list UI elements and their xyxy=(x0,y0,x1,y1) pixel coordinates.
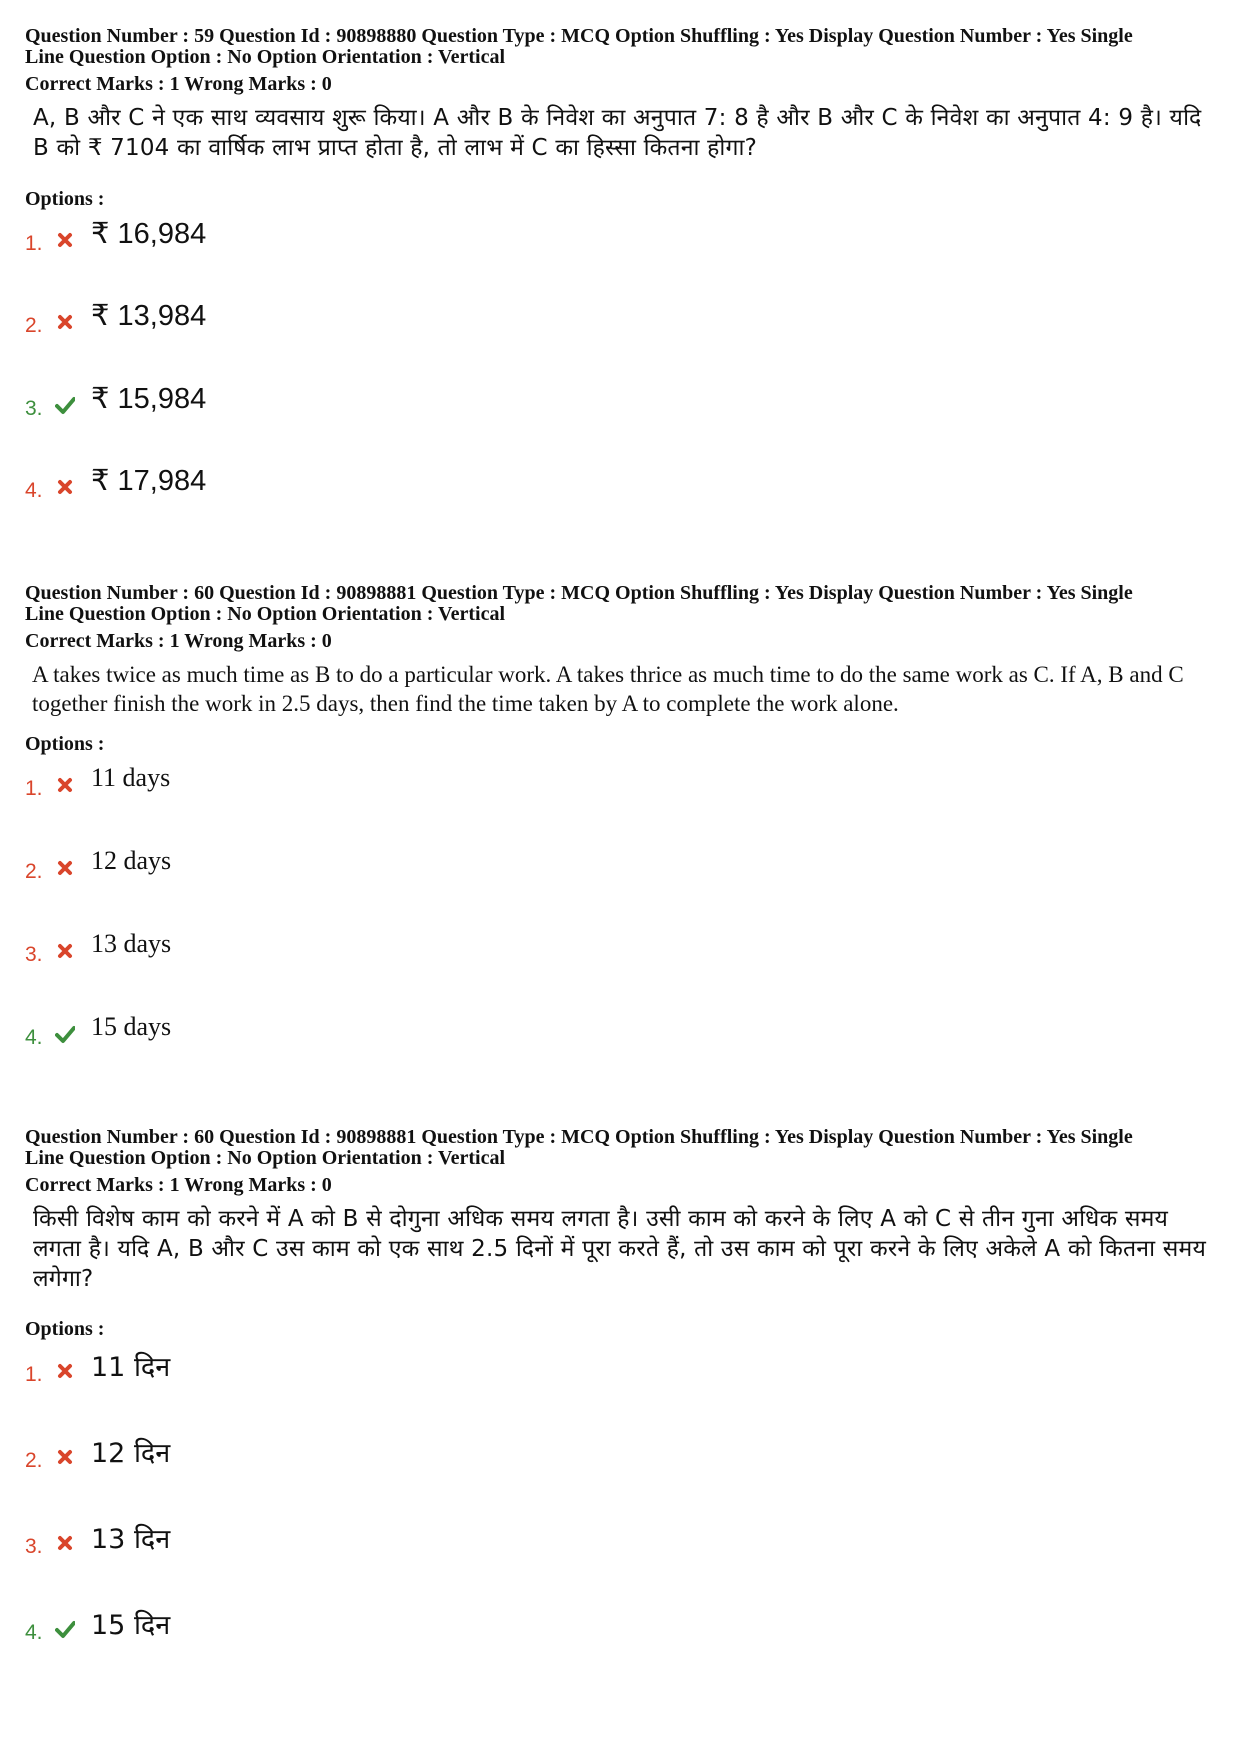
question-meta-line-1: Question Number : 60 Question Id : 90898881 Question Type : MCQ Option Shuffling : Yes Display Question Number : Yes Single xyxy=(25,1126,1133,1148)
option-text: 11 days xyxy=(91,763,171,792)
question-text: A takes twice as much time as B to do a particular work. A takes thrice as much time to do the same work as C. If A, B and C together finish the work in 2.5 days, then find the time taken by A to complete the work alone. xyxy=(32,662,1184,716)
option-text: 13 days xyxy=(91,929,172,958)
question-text: A, B और C ने एक साथ व्यवसाय शुरू किया। A और B के निवेश का अनुपात 7: 8 है और B और C के निवेश का अनुपात 4: 9 है। यदि B को ₹ 7104 का वार्षिक लाभ प्राप्त होता है, तो लाभ में C का हिस्सा कितना होगा? xyxy=(33,105,1202,161)
question-meta-line-2: Line Question Option : No Option Orientation : Vertical xyxy=(25,46,506,68)
option-number: 2. xyxy=(25,314,43,337)
options-label: Options : xyxy=(25,733,105,755)
cross-icon xyxy=(55,230,75,250)
options-label: Options : xyxy=(25,188,105,210)
option-number: 3. xyxy=(25,1535,43,1558)
option-text: ₹ 17,984 xyxy=(91,465,207,497)
option-text: ₹ 16,984 xyxy=(91,218,207,250)
question-marks: Correct Marks : 1 Wrong Marks : 0 xyxy=(25,73,332,95)
question-block-59 xyxy=(25,26,1220,516)
option-number: 2. xyxy=(25,1449,43,1472)
option-text: 13 दिन xyxy=(91,1524,171,1555)
cross-icon xyxy=(55,858,75,878)
cross-icon xyxy=(55,775,75,795)
question-meta-line-2: Line Question Option : No Option Orientation : Vertical xyxy=(25,1147,506,1169)
options-label: Options : xyxy=(25,1318,105,1340)
question-meta-line-2: Line Question Option : No Option Orientation : Vertical xyxy=(25,603,506,625)
question-marks: Correct Marks : 1 Wrong Marks : 0 xyxy=(25,630,332,652)
cross-icon xyxy=(55,941,75,961)
question-meta-line-1: Question Number : 59 Question Id : 90898880 Question Type : MCQ Option Shuffling : Yes Display Question Number : Yes Single xyxy=(25,25,1133,47)
option-number: 3. xyxy=(25,397,43,420)
cross-icon xyxy=(55,477,75,497)
option-text: 11 दिन xyxy=(91,1352,171,1383)
check-icon xyxy=(55,1619,75,1639)
cross-icon xyxy=(55,1533,75,1553)
check-icon xyxy=(55,1024,75,1044)
check-icon xyxy=(55,395,75,415)
option-number: 1. xyxy=(25,232,43,255)
cross-icon xyxy=(55,1361,75,1381)
question-meta-line-1: Question Number : 60 Question Id : 90898881 Question Type : MCQ Option Shuffling : Yes Display Question Number : Yes Single xyxy=(25,582,1133,604)
option-text: ₹ 13,984 xyxy=(91,300,207,332)
option-text: 15 दिन xyxy=(91,1610,171,1641)
question-text: किसी विशेष काम को करने में A को B से दोगुना अधिक समय लगता है। उसी काम को करने के लिए A को C से तीन गुना अधिक समय लगता है। यदि A, B और C उस काम को एक साथ 2.5 दिनों में पूरा करते हैं, तो उस काम को पूरा करने के लिए अकेले A को कितना समय लगेगा? xyxy=(33,1206,1206,1292)
option-number: 2. xyxy=(25,860,43,883)
cross-icon xyxy=(55,312,75,332)
option-number: 4. xyxy=(25,1026,43,1049)
option-number: 4. xyxy=(25,1621,43,1644)
option-text: 15 days xyxy=(91,1012,172,1041)
question-block-60-english xyxy=(25,583,1220,1063)
option-number: 1. xyxy=(25,777,43,800)
option-text: 12 दिन xyxy=(91,1438,171,1469)
option-text: ₹ 15,984 xyxy=(91,383,207,415)
option-number: 1. xyxy=(25,1363,43,1386)
question-block-60-hindi xyxy=(25,1127,1220,1667)
question-marks: Correct Marks : 1 Wrong Marks : 0 xyxy=(25,1174,332,1196)
cross-icon xyxy=(55,1447,75,1467)
option-number: 4. xyxy=(25,479,43,502)
option-number: 3. xyxy=(25,943,43,966)
option-text: 12 days xyxy=(91,846,172,875)
